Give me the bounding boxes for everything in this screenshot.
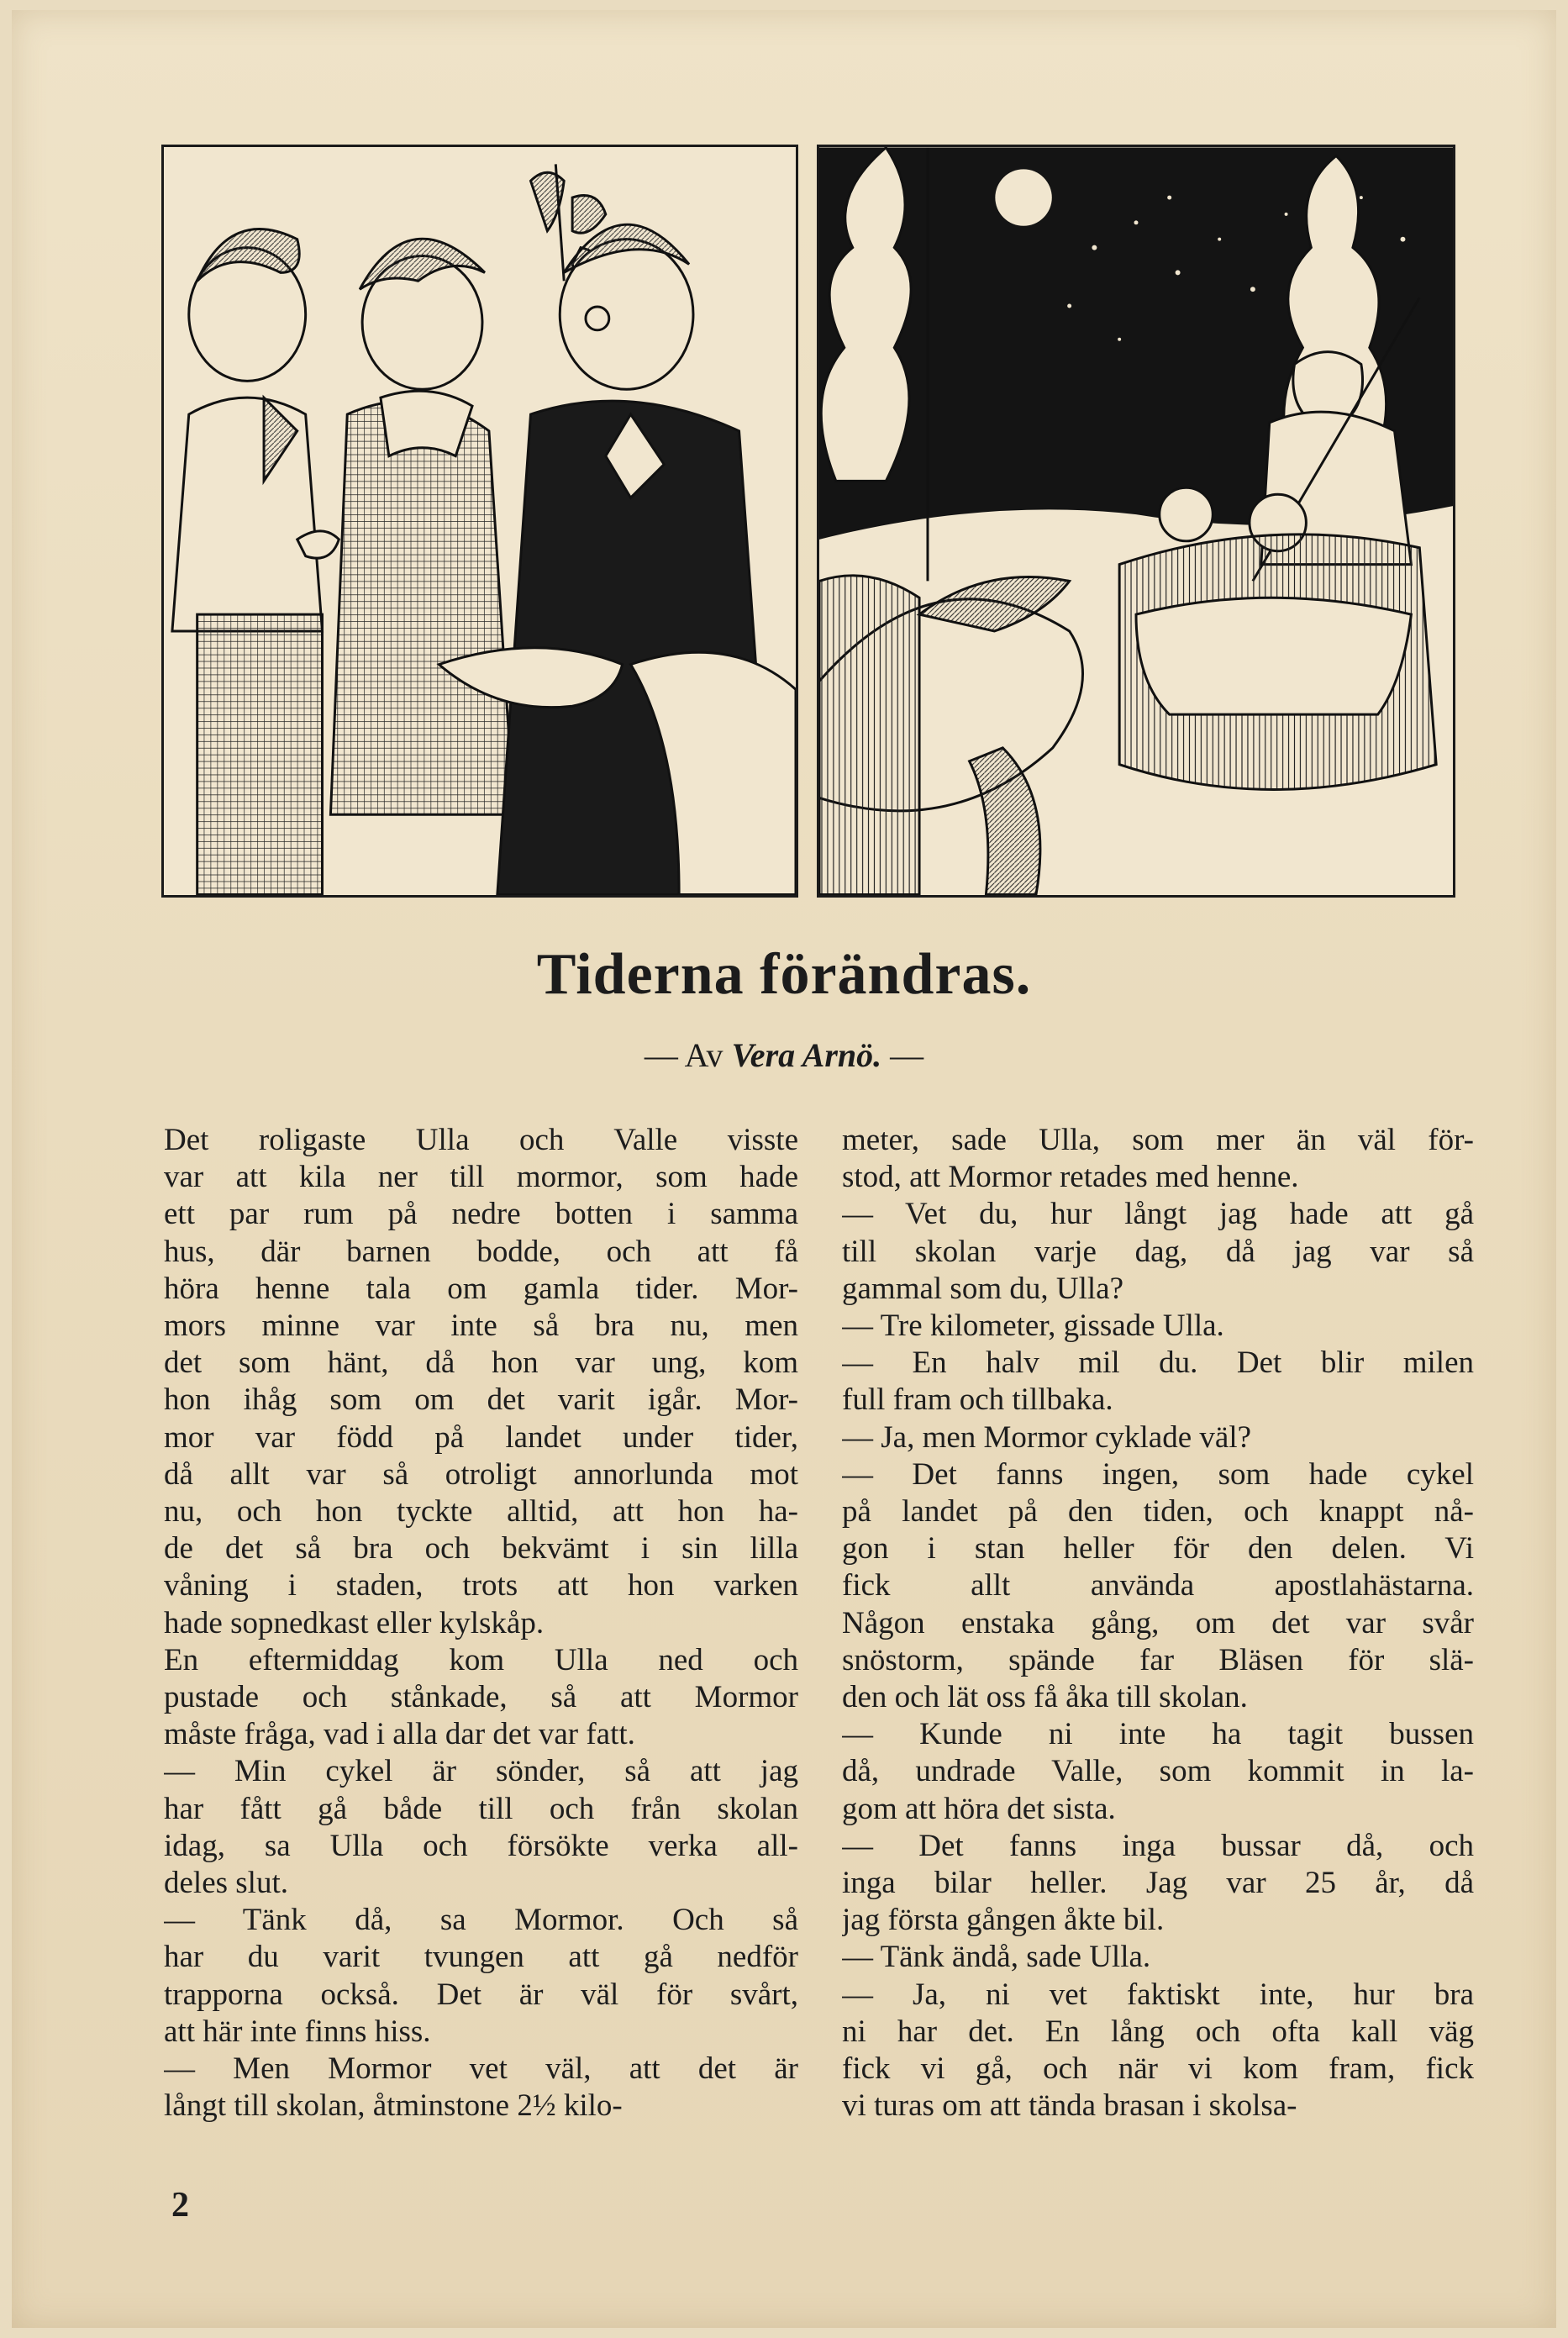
text-line: den och lät oss få åka till skolan.: [842, 1680, 1248, 1715]
text-line: gammal som du, Ulla?: [842, 1271, 1123, 1306]
text-line: jag första gången åkte bil.: [842, 1903, 1165, 1938]
grandmother-with-children-illustration: [161, 145, 798, 898]
text-line: våning i staden, trots att hon varken: [164, 1568, 798, 1603]
text-line: vi turas om att tända brasan i skolsa-: [842, 2088, 1297, 2124]
text-line: snöstorm, spände far Bläsen för slä-: [842, 1642, 1474, 1677]
sleigh-drawing: [819, 147, 1453, 895]
article-title: Tiderna förändras.: [536, 942, 1032, 1007]
text-line: hade sopnedkast eller kylskåp.: [164, 1605, 545, 1640]
text-line: — Ja, men Mormor cyklade väl?: [842, 1419, 1252, 1455]
text-line: gon i stan heller för den delen. Vi: [842, 1531, 1474, 1567]
grandmother-children-drawing: [164, 147, 796, 895]
byline-suffix: —: [890, 1036, 924, 1074]
text-line: det som hänt, då hon var ung, kom: [164, 1345, 798, 1381]
text-line: då, undrade Valle, som kommit in la-: [842, 1754, 1474, 1789]
text-line: En eftermiddag kom Ulla ned och: [164, 1642, 798, 1677]
byline-prefix: — Av: [644, 1036, 723, 1074]
text-line: — Det fanns inga bussar då, och: [842, 1828, 1474, 1863]
text-line: full fram och tillbaka.: [842, 1382, 1113, 1418]
text-line: nu, och hon tyckte alltid, att hon ha-: [164, 1494, 798, 1530]
text-line: hus, där barnen bodde, och att få: [164, 1234, 798, 1269]
text-line: trapporna också. Det är väl för svårt,: [164, 1977, 798, 2012]
text-line: meter, sade Ulla, som mer än väl för-: [842, 1123, 1474, 1157]
text-line: pustade och stånkade, så att Mormor: [164, 1680, 798, 1715]
text-line: mors minne var inte så bra nu, men: [164, 1309, 798, 1344]
text-line: — Det fanns ingen, som hade cykel: [842, 1456, 1474, 1492]
text-line: måste fråga, vad i alla dar det var fatt.: [164, 1717, 635, 1752]
text-line: mor var född på landet under tider,: [164, 1419, 798, 1455]
text-line: — Tänk ändå, sade Ulla.: [842, 1940, 1151, 1975]
text-line: var att kila ner till mormor, som hade: [164, 1160, 798, 1195]
text-line: har fått gå både till och från skolan: [164, 1791, 798, 1826]
text-line: — Vet du, hur långt jag hade att gå: [842, 1197, 1474, 1232]
text-line: på landet på den tiden, och knappt nå-: [842, 1494, 1474, 1530]
text-line: stod, att Mormor retades med henne.: [842, 1160, 1299, 1195]
page-number: 2: [171, 2186, 189, 2225]
text-line: gom att höra det sista.: [842, 1791, 1116, 1826]
text-line: till skolan varje dag, då jag var så: [842, 1234, 1474, 1269]
text-line: idag, sa Ulla och försökte verka all-: [164, 1828, 798, 1863]
text-line: långt till skolan, åtminstone 2½ kilo-: [164, 2088, 623, 2124]
text-line: — Tre kilometer, gissade Ulla.: [842, 1309, 1224, 1344]
article-byline: [0, 1035, 1568, 1075]
text-line: fick allt använda apostlahästarna.: [842, 1568, 1474, 1603]
text-line: deles slut.: [164, 1866, 288, 1901]
text-line: att här inte finns hiss.: [164, 2014, 431, 2049]
text-line: höra henne tala om gamla tider. Mor-: [164, 1271, 798, 1306]
text-line: ni har det. En lång och ofta kall väg: [842, 2014, 1474, 2049]
text-line: Det roligaste Ulla och Valle visste: [164, 1123, 798, 1157]
winter-sleigh-ride-illustration: [817, 145, 1455, 898]
text-line: hon ihåg som om det varit igår. Mor-: [164, 1382, 798, 1418]
text-line: — En halv mil du. Det blir milen: [842, 1345, 1474, 1381]
text-line: — Ja, ni vet faktiskt inte, hur bra: [842, 1977, 1474, 2012]
text-line: har du varit tvungen att gå nedför: [164, 1940, 798, 1975]
byline-author: Vera Arnö.: [731, 1036, 882, 1074]
text-line: de det så bra och bekvämt i sin lilla: [164, 1531, 798, 1567]
text-line: — Min cykel är sönder, så att jag: [164, 1754, 798, 1789]
article-column-left: [164, 1122, 798, 2125]
text-line: — Tänk då, sa Mormor. Och så: [164, 1903, 798, 1938]
text-line: — Men Mormor vet väl, att det är: [164, 2051, 798, 2087]
text-line: ett par rum på nedre botten i samma: [164, 1197, 798, 1232]
text-line: fick vi gå, och när vi kom fram, fick: [842, 2051, 1474, 2087]
text-line: — Kunde ni inte ha tagit bussen: [842, 1717, 1474, 1752]
article-column-right: [842, 1122, 1474, 2125]
text-line: inga bilar heller. Jag var 25 år, då: [842, 1866, 1474, 1901]
text-line: Någon enstaka gång, om det var svår: [842, 1605, 1474, 1640]
text-line: då allt var så otroligt annorlunda mot: [164, 1456, 798, 1492]
